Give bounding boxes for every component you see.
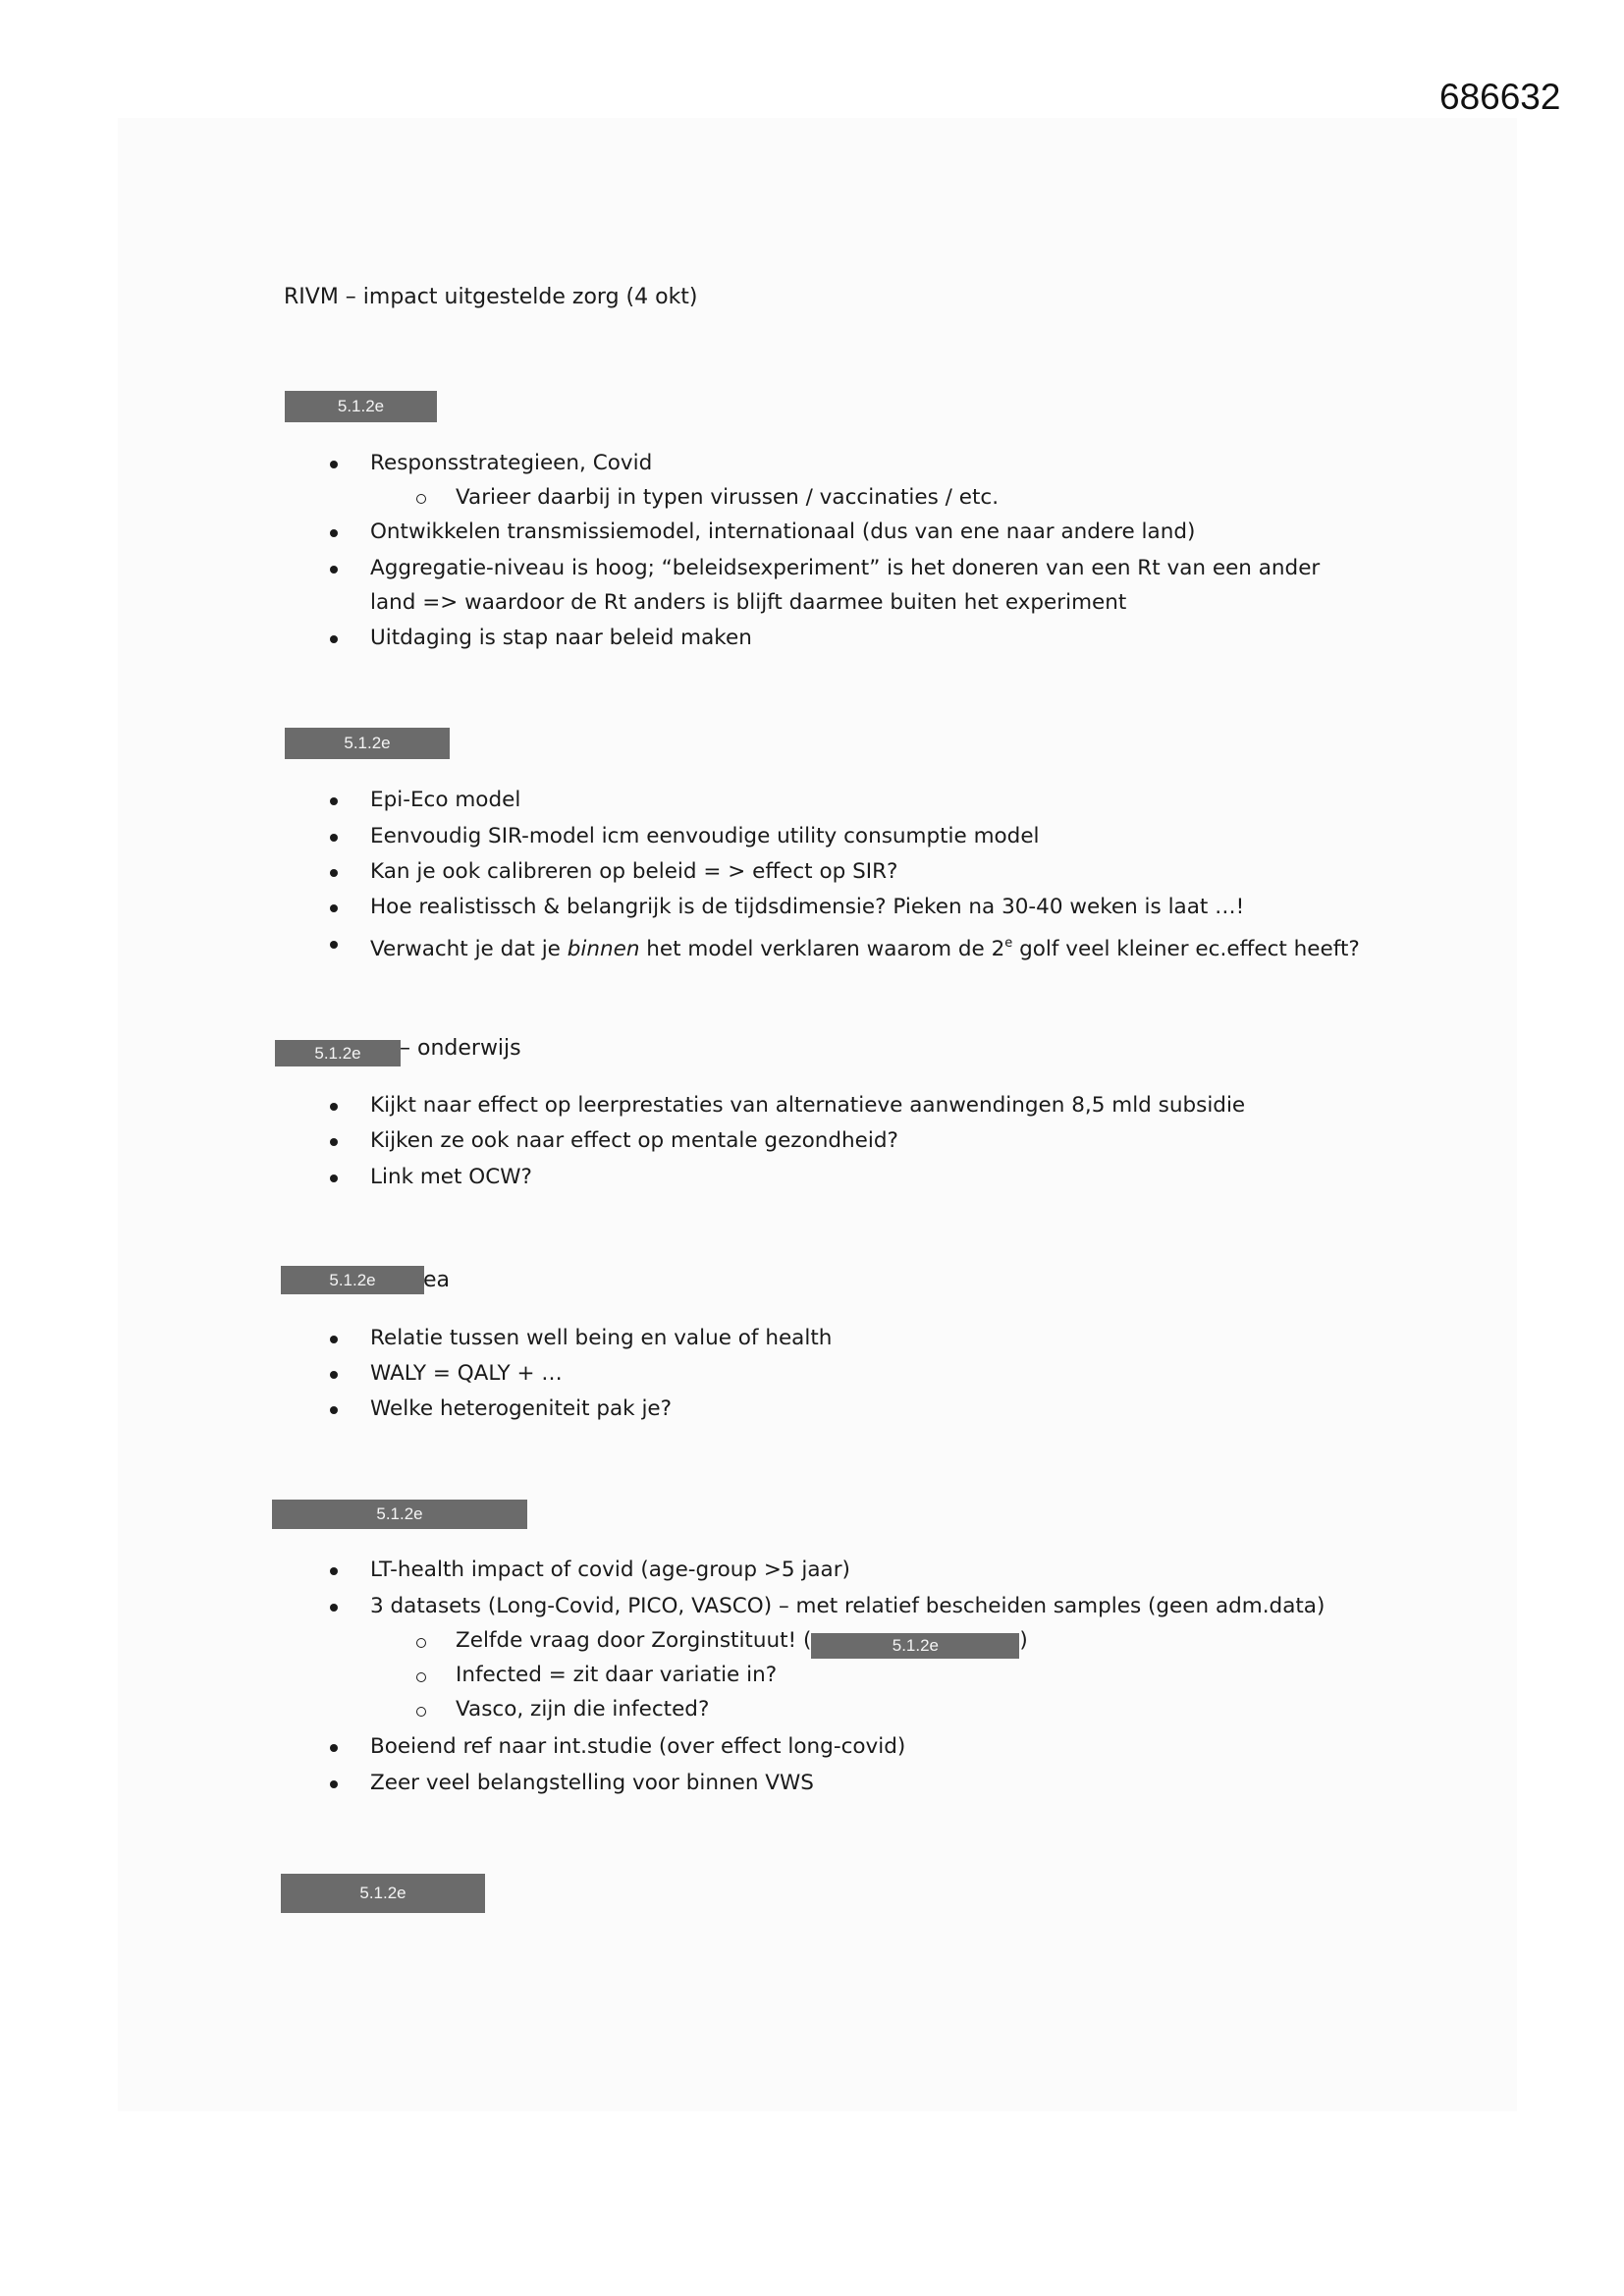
- bullet-icon: [330, 635, 338, 643]
- list-item-continuation: land => waardoor de Rt anders is blijft daarmee buiten het experiment: [370, 590, 1127, 615]
- sub-list-item: Zelfde vraag door Zorginstituut! ( 5.1.2e ): [456, 1627, 1028, 1659]
- list-item: Kijkt naar effect op leerprestaties van alternatieve aanwendingen 8,5 mld subsidie: [370, 1093, 1246, 1118]
- list-item: 3 datasets (Long-Covid, PICO, VASCO) – met relatief bescheiden samples (geen adm.data): [370, 1594, 1326, 1618]
- section-heading-suffix: – onderwijs: [400, 1036, 521, 1061]
- list-item: Epi-Eco model: [370, 788, 521, 812]
- redaction-box: 5.1.2e: [281, 1266, 424, 1294]
- redaction-box: 5.1.2e: [285, 391, 437, 422]
- document-id: 686632: [1439, 77, 1561, 117]
- bullet-icon: [330, 1103, 338, 1111]
- sub-bullet-icon: [416, 494, 426, 504]
- bullet-icon: [330, 834, 338, 842]
- list-item: Ontwikkelen transmissiemodel, internationaal (dus van ene naar andere land): [370, 519, 1196, 544]
- bullet-icon: [330, 1604, 338, 1612]
- bullet-icon: [330, 1567, 338, 1575]
- bullet-icon: [330, 904, 338, 912]
- list-item: Aggregatie-niveau is hoog; “beleidsexperiment” is het doneren van een Rt van een ander: [370, 556, 1321, 580]
- sub-list-item: Infected = zit daar variatie in?: [456, 1663, 778, 1687]
- bullet-icon: [330, 1371, 338, 1379]
- bullet-icon: [330, 566, 338, 574]
- bullet-icon: [330, 1406, 338, 1414]
- list-item: Kijken ze ook naar effect op mentale gezondheid?: [370, 1128, 898, 1153]
- section-heading-suffix: ea: [423, 1268, 451, 1292]
- list-item: Responsstrategieen, Covid: [370, 451, 653, 475]
- sub-bullet-icon: [416, 1707, 426, 1717]
- bullet-icon: [330, 1336, 338, 1343]
- redaction-box: 5.1.2e: [272, 1500, 527, 1529]
- list-item: Boeiend ref naar int.studie (over effect long-covid): [370, 1734, 906, 1759]
- redaction-box: 5.1.2e: [285, 728, 450, 759]
- bullet-icon: [330, 1744, 338, 1752]
- bullet-icon: [330, 529, 338, 537]
- sub-bullet-icon: [416, 1638, 426, 1648]
- bullet-icon: [330, 1138, 338, 1146]
- sub-bullet-icon: [416, 1672, 426, 1682]
- redaction-box: 5.1.2e: [275, 1040, 401, 1066]
- list-item: Eenvoudig SIR-model icm eenvoudige utility consumptie model: [370, 824, 1040, 848]
- sub-list-item: Vasco, zijn die infected?: [456, 1697, 710, 1722]
- list-item: Link met OCW?: [370, 1165, 532, 1189]
- list-item: Welke heterogeniteit pak je?: [370, 1396, 673, 1421]
- redaction-box: 5.1.2e: [811, 1633, 1019, 1659]
- list-item: Hoe realistissch & belangrijk is de tijdsdimensie? Pieken na 30-40 weken is laat …!: [370, 895, 1245, 919]
- list-item: WALY = QALY + …: [370, 1361, 563, 1386]
- bullet-icon: [330, 1175, 338, 1182]
- list-item: LT-health impact of covid (age-group >5 jaar): [370, 1558, 850, 1582]
- bullet-icon: [330, 869, 338, 877]
- redaction-box: 5.1.2e: [281, 1874, 485, 1913]
- bullet-icon: [330, 797, 338, 805]
- bullet-icon: [330, 941, 338, 949]
- bullet-icon: [330, 461, 338, 468]
- list-item: Relatie tussen well being en value of health: [370, 1326, 833, 1350]
- sub-list-item: Varieer daarbij in typen virussen / vaccinaties / etc.: [456, 485, 1000, 510]
- list-item: Verwacht je dat je binnen het model verklaren waarom de 2e golf veel kleiner ec.effect heeft?: [370, 936, 1360, 961]
- bullet-icon: [330, 1780, 338, 1788]
- page-title: RIVM – impact uitgestelde zorg (4 okt): [284, 285, 698, 309]
- list-item: Zeer veel belangstelling voor binnen VWS: [370, 1771, 814, 1795]
- list-item: Uitdaging is stap naar beleid maken: [370, 626, 752, 650]
- list-item: Kan je ook calibreren op beleid = > effect op SIR?: [370, 859, 898, 884]
